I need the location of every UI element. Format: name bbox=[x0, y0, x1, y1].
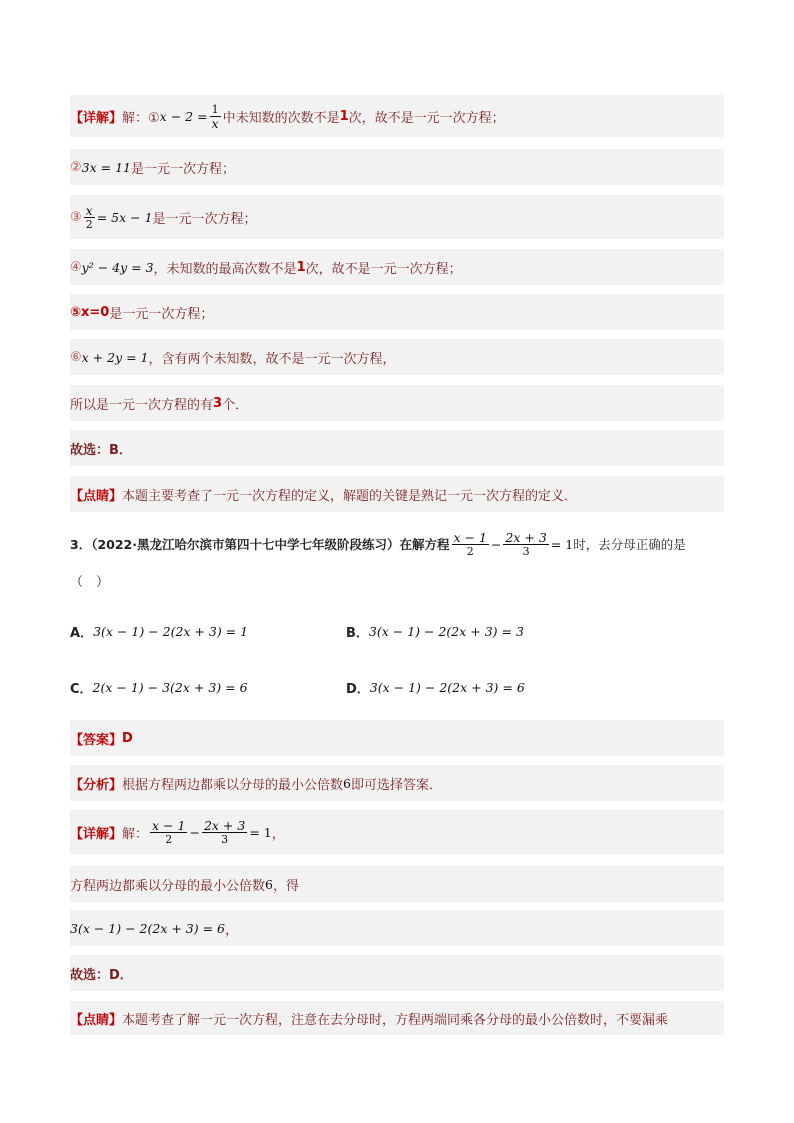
fraction: $\frac{x - 1}{2}$ bbox=[453, 529, 487, 558]
fraction: $\frac{x - 1}{2}$ bbox=[152, 817, 186, 846]
detail-line-4: ④ y² − 4y = 3 ，未知数的最高次数不是 1 次，故不是一元一次方程； bbox=[70, 249, 724, 285]
detail-line-3: ③ $\frac{x}{2}$ = 5x − 1 是一元一次方程； bbox=[70, 195, 724, 239]
option-a[interactable]: A． 3(x − 1) − 2(2x + 3) = 1 bbox=[70, 623, 249, 641]
answer-tag: 【答案】 bbox=[70, 732, 123, 748]
analysis-line: 【分析】 根据方程两边都乘以分母的最小公倍数 6 即可选择答案． bbox=[70, 765, 724, 801]
detail-line-7: 所以是一元一次方程的有 3 个． bbox=[70, 385, 724, 421]
answer-paren: （ ） bbox=[70, 574, 110, 590]
analysis-tag: 【分析】 bbox=[70, 777, 123, 793]
question-stem: 3．（2022·黑龙江哈尔滨市第四十七中学七年级阶段练习）在解方程 $\frac{x - 1}{2}$ − $\frac{2x + 3}{3}$ = 1 时，去分母正确的是 bbox=[70, 529, 686, 558]
fraction: $\frac{2x + 3}{3}$ bbox=[203, 817, 246, 846]
option-c[interactable]: C． 2(x − 1) − 3(2x + 3) = 6 bbox=[70, 679, 248, 697]
detail-tag: 【详解】 bbox=[70, 826, 123, 842]
tip-tag: 【点睛】 bbox=[70, 488, 123, 504]
detail-line-3: 3(x − 1) − 2(2x + 3) = 6 ， bbox=[70, 910, 724, 946]
option-d[interactable]: D． 3(x − 1) − 2(2x + 3) = 6 bbox=[346, 679, 525, 697]
detail-line-6: ⑥ x + 2y = 1 ，含有两个未知数，故不是一元一次方程， bbox=[70, 339, 724, 375]
detail-line-8: 故选：B． bbox=[70, 430, 724, 466]
detail-line-4: 故选：D． bbox=[70, 955, 724, 991]
answer-line: 【答案】 D bbox=[70, 720, 724, 756]
detail-tag: 【详解】 bbox=[70, 110, 123, 126]
tip-line: 【点睛】 本题主要考查了一元一次方程的定义，解题的关键是熟记一元一次方程的定义． bbox=[70, 476, 724, 512]
tip-line: 【点睛】 本题考查了解一元一次方程，注意在去分母时，方程两端同乘各分母的最小公倍数时，不要漏乘 bbox=[70, 1001, 724, 1035]
fraction: $\frac{2x + 3}{3}$ bbox=[505, 529, 547, 558]
tip-tag: 【点睛】 bbox=[70, 1012, 123, 1028]
option-b[interactable]: B． 3(x − 1) − 2(2x + 3) = 3 bbox=[346, 623, 524, 641]
fraction: $\frac{1}{x}$ bbox=[211, 102, 219, 131]
detail-line-5: ⑤x=0 是一元一次方程； bbox=[70, 294, 724, 330]
detail-line-1: 【详解】 解： $\frac{x - 1}{2}$ − $\frac{2x + 3}{3}$ = 1 ， bbox=[70, 810, 724, 854]
detail-line-1: 【详解】 解：① x − 2 = $\frac{1}{x}$ 中未知数的次数不是 1 次，故不是一元一次方程； bbox=[70, 95, 724, 137]
detail-line-2: ② 3x = 11 是一元一次方程； bbox=[70, 149, 724, 185]
fraction: $\frac{x}{2}$ bbox=[85, 202, 93, 231]
detail-line-2: 方程两边都乘以分母的最小公倍数 6 ，得 bbox=[70, 866, 724, 902]
